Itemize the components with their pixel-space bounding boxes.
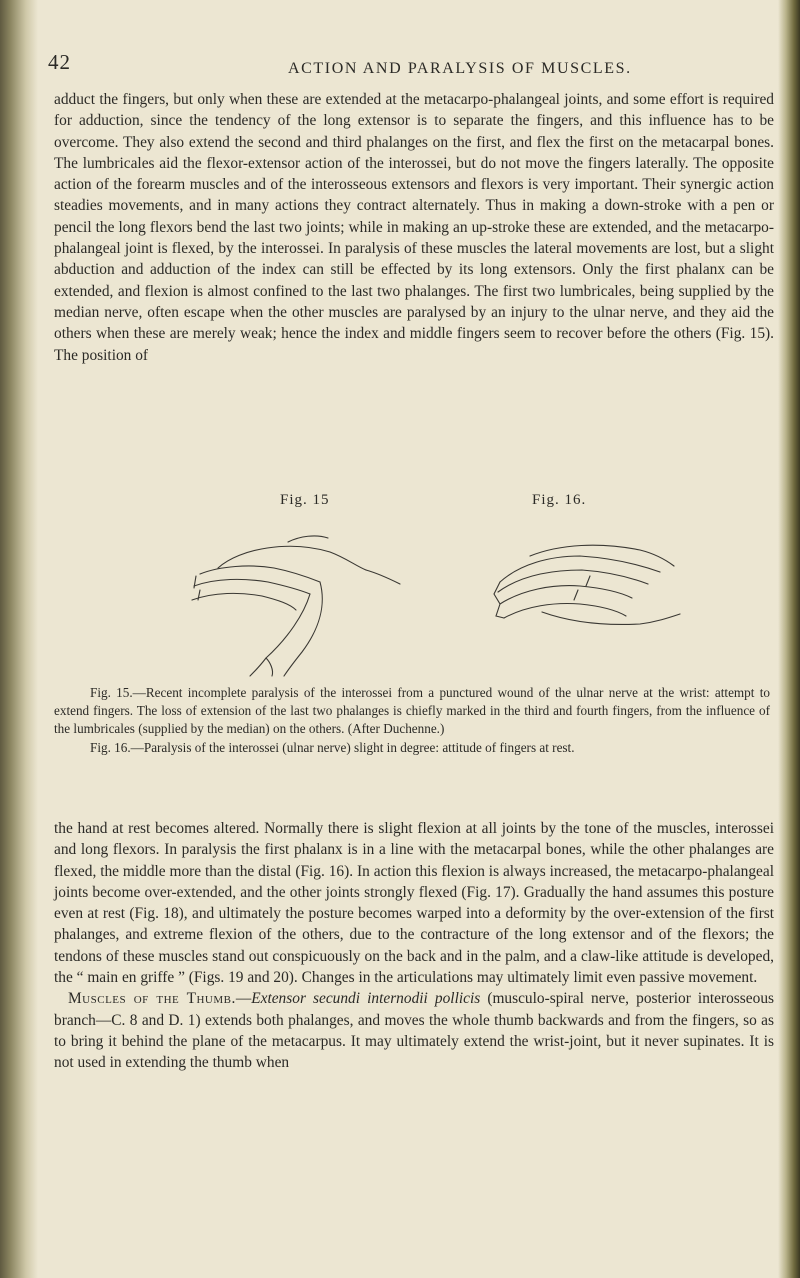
figure-caption bbox=[54, 684, 770, 757]
page-edge-shadow-right bbox=[778, 0, 800, 1278]
caption-fig-16: Fig. 16.—Paralysis of the interossei (ulnar nerve) slight in degree: attitude of fingers at rest. bbox=[90, 739, 575, 755]
figure-16-label: Fig. 16. bbox=[532, 492, 587, 508]
section-heading-thumb: Muscles of the Thumb. bbox=[68, 990, 236, 1008]
figure-15-hand-drawing bbox=[192, 536, 400, 676]
paragraph-continued: adduct the fingers, but only when these are extended at the metacarpo-phalangeal joints, and some effort is required for adduction, since the tendency of the long extensor is to separate the fingers, and this influence has to be overcome. They also extend the second and third phalanges on the first, and flex the first on the metacarpal bones. The lumbricales aid the flexor-extensor action of the interossei, but do not move the fingers laterally. The opposite action of the forearm muscles and of the interosseous extensors and flexors is very important. Their synergic action steadies movements, and in many actions they contract alternately. Thus in making a down-stroke with a pen or pencil the long flexors bend the last two joints; while in making an up-stroke these are extended, and the metacarpo-phalangeal joint is flexed, by the interossei. In paralysis of these muscles the lateral movements are lost, but a slight abduction and adduction of the index can still be effected by its long extensors. Only the first phalanx can be extended, and flexion is almost confined to the last two phalanges. The first two lumbricales, being supplied by the median nerve, often escape when the other muscles are paralysed by an injury to the ulnar nerve, and they aid the others when these are merely weak; hence the index and middle fingers seem to recover before the others (Fig. 15). The position of bbox=[54, 91, 774, 364]
figure-15-label: Fig. 15 bbox=[280, 492, 330, 508]
page-number: 42 bbox=[48, 50, 71, 74]
body-text-bottom bbox=[54, 818, 774, 1074]
muscle-name-latin: Extensor secundi internodii pollicis bbox=[251, 990, 481, 1008]
figure-16-hand-drawing bbox=[494, 545, 680, 624]
hand-illustrations bbox=[170, 530, 690, 678]
paragraph-hand-at-rest: the hand at rest becomes altered. Normally there is slight flexion at all joints by the tone of the muscles, interossei and long flexors. In paralysis the first phalanx is in a line with the metacarpal bones, while the other phalanges are flexed, the middle more than the distal (Fig. 16). In action this flexion is always increased, the metacarpo-phalangeal joints become over-extended, and the other joints strongly flexed (Fig. 17). Gradually the hand assumes this posture even at rest (Fig. 18), and ultimately the posture becomes warped into a deformity by the over-extension of the first phalanges, and extreme flexion of the others, due to the contracture of the long extensor and of the flexors; the tendons of these muscles stand out conspicuously on the back and in the palm, and a claw-like attitude is developed, the “ main en griffe ” (Figs. 19 and 20). Changes in the articulations may ultimately limit even passive movement. bbox=[54, 820, 774, 987]
heading-dash: — bbox=[235, 990, 252, 1008]
page-edge-shadow-left bbox=[0, 0, 38, 1278]
caption-fig-15: Fig. 15.—Recent incomplete paralysis of the interossei from a punctured wound of the ulnar nerve at the wrist: attempt to extend fingers. The loss of extension of the last two phalanges is chiefly marked in the third and fourth fingers, from the influence of the lumbricales (supplied by the median) on the others. (After Duchenne.) bbox=[54, 685, 770, 737]
paragraph-thumb-muscles bbox=[54, 988, 774, 1073]
body-text-top bbox=[54, 89, 774, 366]
book-page bbox=[40, 0, 780, 1278]
running-head: ACTION AND PARALYSIS OF MUSCLES. bbox=[288, 60, 632, 77]
thumb-paragraph-text: (musculo-spiral nerve, posterior interosseous branch—C. 8 and D. 1) extends both phalanges, and moves the whole thumb backwards and from the fingers, so as to bring it behind the plane of the metacarpus. It may ultimately extend the wrist-joint, but it never supinates. It is not used in extending the thumb when bbox=[54, 990, 775, 1072]
page-header bbox=[40, 50, 780, 82]
